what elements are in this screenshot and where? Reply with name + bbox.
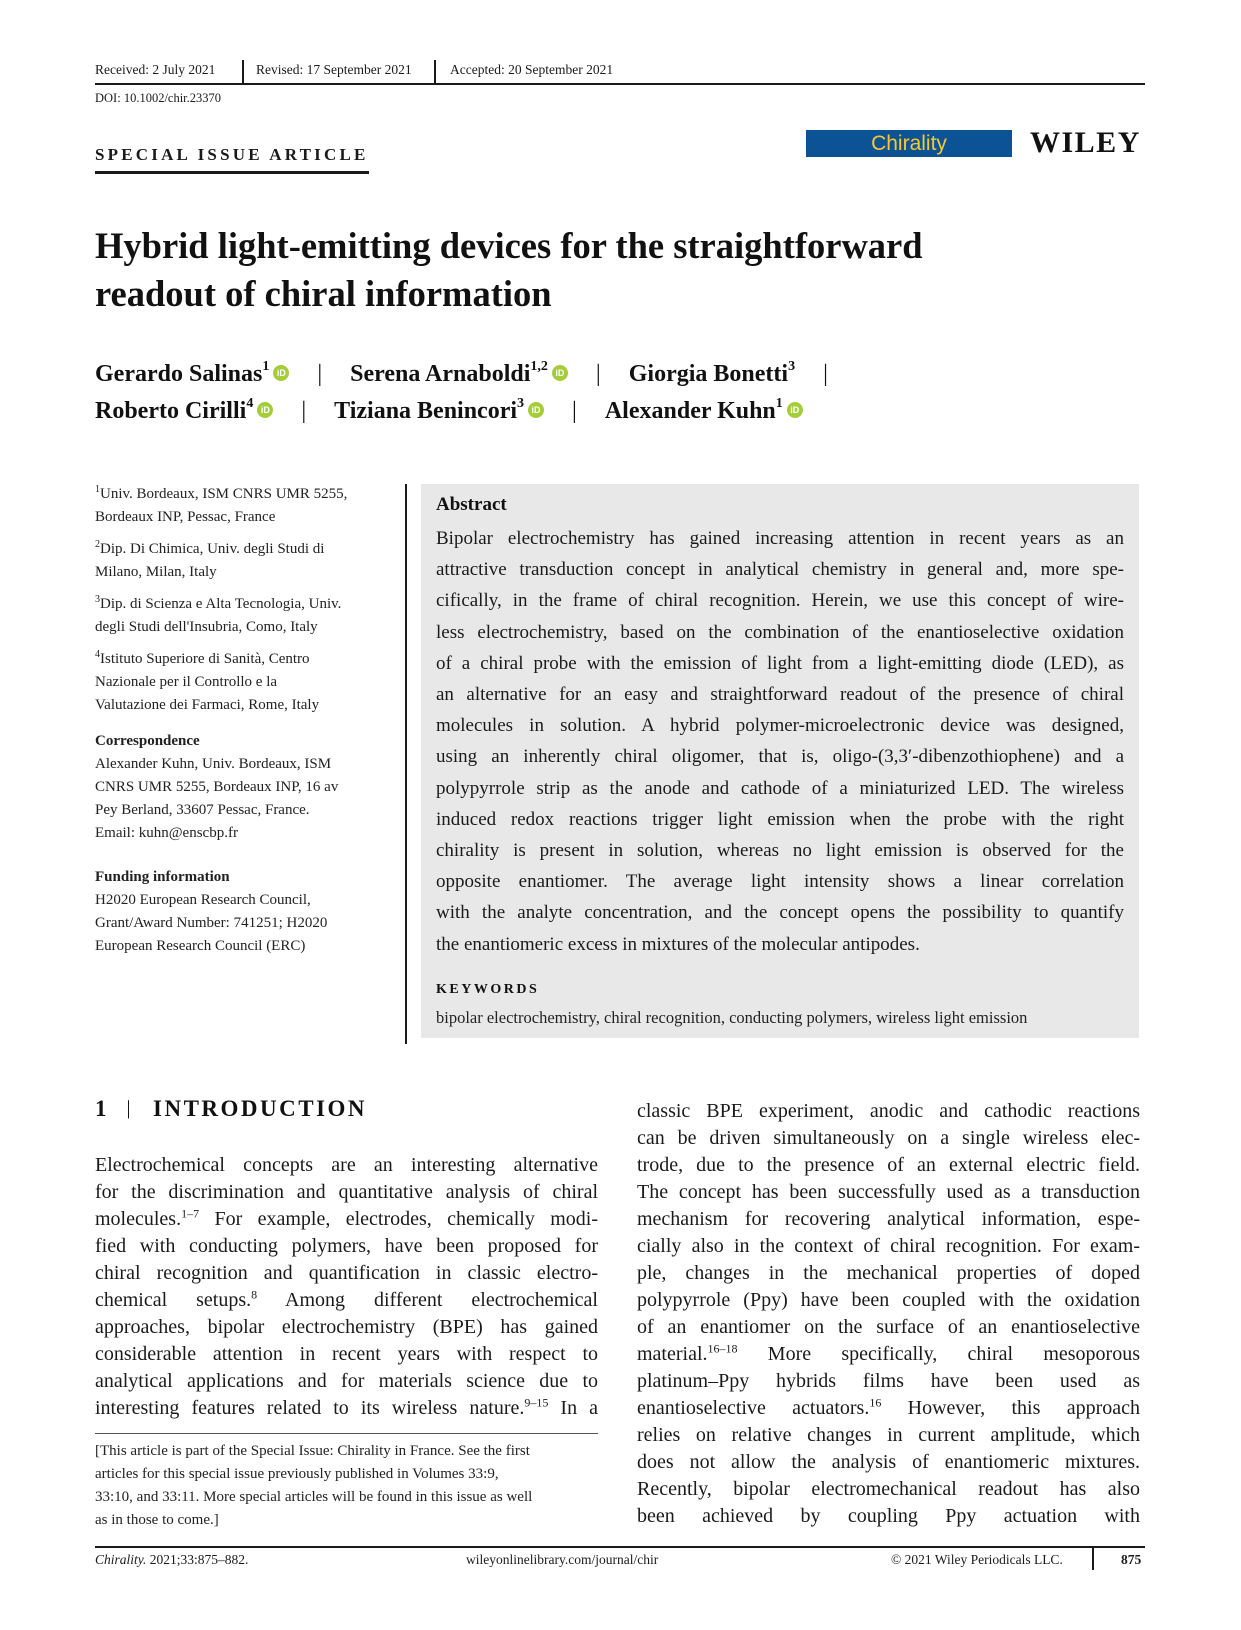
text-line [95,1206,598,1233]
section-label: SPECIAL ISSUE ARTICLE [95,145,369,174]
text-line: the enantiomeric excess in mixtures of the molecular antipodes. [436,933,920,955]
line-text: been achieved by coupling Ppy actuation with [637,1505,1140,1527]
date-separator [242,60,244,84]
author[interactable] [95,398,273,425]
text-line [637,1503,1140,1530]
orcid-icon[interactable]: iD [552,365,568,381]
author[interactable] [605,398,803,425]
footer-volume: 2021;33:875–882. [146,1552,249,1567]
footer-citation [95,1552,248,1568]
author-affiliation-number: 3 [517,396,525,411]
text-line [637,1314,1140,1341]
revised-date: Revised: 17 September 2021 [256,62,412,77]
author-affiliation-number: 1 [775,396,783,411]
funding-line: Grant/Award Number: 741251; H2020 [95,915,328,931]
citation-reference[interactable]: 9–15 [524,1395,549,1410]
line-text: of an enantiomer on the surface of an enantioselective [637,1316,1140,1338]
text-line: attractive transduction concept in analytical chemistry in general and, more spe- [436,559,1124,581]
keywords-heading: KEYWORDS [436,982,540,997]
text-line: less electrochemistry, based on the combination of the enantioselective oxidation [436,621,1124,643]
line-text: The concept has been successfully used as a transduction [637,1181,1140,1203]
affiliation-line: Milano, Milan, Italy [95,564,217,580]
line-text: More specifically, chiral mesoporous [737,1343,1140,1365]
received-date: Received: 2 July 2021 [95,62,216,77]
section-separator: | [126,1097,134,1119]
text-line: induced redox reactions trigger light emission when the probe with the right [436,808,1124,830]
author[interactable] [95,361,289,388]
citation-reference[interactable]: 16 [869,1395,882,1410]
orcid-icon[interactable]: iD [257,402,273,418]
author-separator: | [595,361,601,387]
line-text: molecules. [95,1208,182,1230]
publisher-logo: WILEY [1030,126,1141,159]
orcid-icon[interactable]: iD [273,365,289,381]
text-line: using an inherently chiral oligomer, that is, oligo-(3,3′-dibenzothiophene) and a [436,746,1124,768]
author-name: Giorgia Bonetti [628,361,789,387]
article-history [95,60,1145,84]
line-text: However, this approach [881,1397,1141,1419]
author-name: Tiziana Benincori [334,398,518,424]
line-text: material. [637,1343,708,1365]
intro-text-left [95,1152,598,1422]
affiliation [95,533,395,584]
text-line [95,1341,598,1368]
line-text: classic BPE experiment, anodic and cathodic reactions [637,1100,1140,1122]
correspondence-line: Alexander Kuhn, Univ. Bordeaux, ISM [95,756,332,772]
affiliation-line: Nazionale per il Controllo e la [95,674,278,690]
text-line [637,1260,1140,1287]
affiliation-line: degli Studi dell'Insubria, Como, Italy [95,619,318,635]
affiliation-number: 2 [95,539,100,550]
author-name: Serena Arnaboldi [350,361,531,387]
line-text: chiral recognition and quantification in classic electro- [95,1262,598,1284]
section-number: 1 [95,1096,107,1121]
affiliation-line: Dip. di Scienza e Alta Tecnologia, Univ. [100,596,342,612]
text-line: Bipolar electrochemistry has gained increasing attention in recent years as an [436,528,1124,549]
line-text: polypyrrole (Ppy) have been coupled with the oxidation [637,1289,1140,1311]
journal-badge: Chirality [806,130,1012,157]
line-text: analytical applications and for materials science due to [95,1370,598,1392]
abstract-text [436,523,1124,960]
citation-reference[interactable]: 1–7 [181,1206,200,1221]
text-line [637,1287,1140,1314]
line-text: Recently, bipolar electromechanical readout has also [637,1478,1140,1500]
keywords-text: bipolar electrochemistry, chiral recognition, conducting polymers, wireless light emission [436,1008,1028,1027]
author-list [95,398,803,425]
line-text: trode, due to the presence of an external electric field. [637,1154,1140,1176]
line-text: In a [548,1397,598,1419]
citation-reference[interactable]: 16–18 [707,1341,738,1356]
funding-heading: Funding information [95,869,230,885]
text-line [637,1368,1140,1395]
author-name: Alexander Kuhn [604,398,776,424]
line-text: considerable attention in recent years with respect to [95,1343,598,1365]
affiliation-number: 3 [95,594,100,605]
affiliation-line: Bordeaux INP, Pessac, France [95,509,276,525]
citation-reference[interactable]: 8 [251,1287,258,1302]
text-line [95,1152,598,1179]
author[interactable] [334,398,544,425]
footer-url[interactable]: wileyonlinelibrary.com/journal/chir [466,1552,659,1567]
article-title [95,222,1095,318]
text-line: cifically, in the frame of chiral recognition. Herein, we use this concept of wire- [436,590,1124,612]
page-number: 875 [1121,1552,1142,1567]
author-separator: | [572,398,577,424]
text-line [95,1368,598,1395]
section-title: INTRODUCTION [153,1096,368,1121]
affiliation-number: 1 [95,484,100,495]
line-text: chemical setups. [95,1289,252,1311]
text-line [637,1152,1140,1179]
line-text: relies on relative changes in current amplitude, which [637,1424,1140,1446]
text-line [95,1395,598,1422]
footnote-line: articles for this special issue previously published in Volumes 33:9, [95,1466,499,1482]
orcid-icon[interactable]: iD [787,402,803,418]
text-line [95,1314,598,1341]
author-separator: | [317,361,323,387]
accepted-date: Accepted: 20 September 2021 [450,62,614,77]
line-text: approaches, bipolar electrochemistry (BPE) has gained [95,1316,598,1338]
funding-line: H2020 European Research Council, [95,892,311,908]
line-text: does not allow the analysis of enantiomeric mixtures. [637,1451,1140,1473]
affiliation-line: Dip. Di Chimica, Univ. degli Studi di [100,541,325,557]
affiliation [95,588,395,639]
text-line [637,1395,1140,1422]
text-line [637,1098,1140,1125]
line-text: platinum–Ppy hybrids films have been used as [637,1370,1140,1392]
footer-separator [1092,1546,1094,1570]
correspondence-line: CNRS UMR 5255, Bordeaux INP, 16 av [95,779,339,795]
affiliation-line: Istituto Superiore di Sanità, Centro [100,651,310,667]
text-line [637,1179,1140,1206]
text-line [637,1422,1140,1449]
doi[interactable]: DOI: 10.1002/chir.23370 [95,91,222,105]
author[interactable] [629,361,795,388]
author-separator: | [823,361,828,387]
line-text: Electrochemical concepts are an interesting alternative [95,1154,598,1176]
text-line [637,1206,1140,1233]
footer-journal-name: Chirality. [95,1552,147,1567]
orcid-icon[interactable]: iD [528,402,544,418]
footnote-rule [95,1433,598,1434]
funding-line: European Research Council (ERC) [95,938,306,954]
footer-copyright: © 2021 Wiley Periodicals LLC. [891,1552,1063,1567]
affiliation-line: Univ. Bordeaux, ISM CNRS UMR 5255, [100,486,348,502]
affiliations [95,478,395,721]
line-text: interesting features related to its wireless nature. [95,1397,525,1419]
column-divider [405,484,407,1044]
title-line: readout of chiral information [95,273,552,314]
affiliation [95,478,395,529]
text-line: molecules in solution. A hybrid polymer-microelectronic device was designed, [436,715,1124,737]
text-line [95,1260,598,1287]
text-line: an alternative for an easy and straightforward readout of the presence of chiral [436,684,1124,706]
author-list [95,361,850,388]
line-text: cially also in the context of chiral recognition. For exam- [637,1235,1140,1257]
line-text: mechanism for recovering analytical information, espe- [637,1208,1140,1230]
author-affiliation-number: 1,2 [530,359,548,374]
text-line [95,1233,598,1260]
section-heading [95,1096,367,1122]
funding-info [95,866,395,958]
header-rule [95,83,1145,85]
line-text: for the discrimination and quantitative analysis of chiral [95,1181,598,1203]
affiliation-number: 4 [95,649,100,660]
text-line: of a chiral probe with the emission of light from a light-emitting diode (LED), as [436,652,1124,674]
correspondence [95,730,395,845]
author-affiliation-number: 1 [262,359,270,374]
line-text: enantioselective actuators. [637,1397,870,1419]
text-line: chirality is present in solution, whereas no light emission is observed for the [436,840,1124,862]
footnote-line: 33:10, and 33:11. More special articles will be found in this issue as well [95,1489,533,1505]
text-line [637,1233,1140,1260]
intro-text-right [637,1098,1140,1530]
text-line: with the analyte concentration, and the concept opens the possibility to quantify [436,902,1124,924]
text-line [637,1449,1140,1476]
footnote-line: [This article is part of the Special Issue: Chirality in France. See the first [95,1443,530,1459]
correspondence-line: Pey Berland, 33607 Pessac, France. [95,802,310,818]
date-separator [434,60,436,84]
correspondence-email[interactable]: Email: kuhn@enscbp.fr [95,825,238,841]
footer-rule [95,1546,1145,1548]
line-text: can be driven simultaneously on a single wireless elec- [637,1127,1140,1149]
line-text: For example, electrodes, chemically modi- [199,1208,598,1230]
title-line: Hybrid light-emitting devices for the straightforward [95,225,923,266]
footnote [95,1440,598,1532]
line-text: fied with conducting polymers, have been proposed for [95,1235,598,1257]
affiliation [95,643,395,717]
text-line [95,1287,598,1314]
text-line [637,1476,1140,1503]
text-line: opposite enantiomer. The average light intensity shows a linear correlation [436,871,1124,893]
author-name: Roberto Cirilli [95,398,247,424]
author[interactable] [350,361,568,388]
author-affiliation-number: 4 [246,396,254,411]
abstract-heading: Abstract [436,494,507,515]
footnote-line: as in those to come.] [95,1512,219,1528]
text-line [637,1341,1140,1368]
affiliation-line: Valutazione dei Farmaci, Rome, Italy [95,697,320,713]
line-text: ple, changes in the mechanical properties of doped [637,1262,1140,1284]
correspondence-heading: Correspondence [95,733,200,749]
text-line: polypyrrole strip as the anode and cathode of a miniaturized LED. The wireless [436,777,1124,799]
author-separator: | [301,398,307,424]
line-text: Among different electrochemical [257,1289,598,1311]
text-line [637,1125,1140,1152]
text-line [95,1179,598,1206]
author-affiliation-number: 3 [788,359,796,374]
author-name: Gerardo Salinas [95,361,263,387]
